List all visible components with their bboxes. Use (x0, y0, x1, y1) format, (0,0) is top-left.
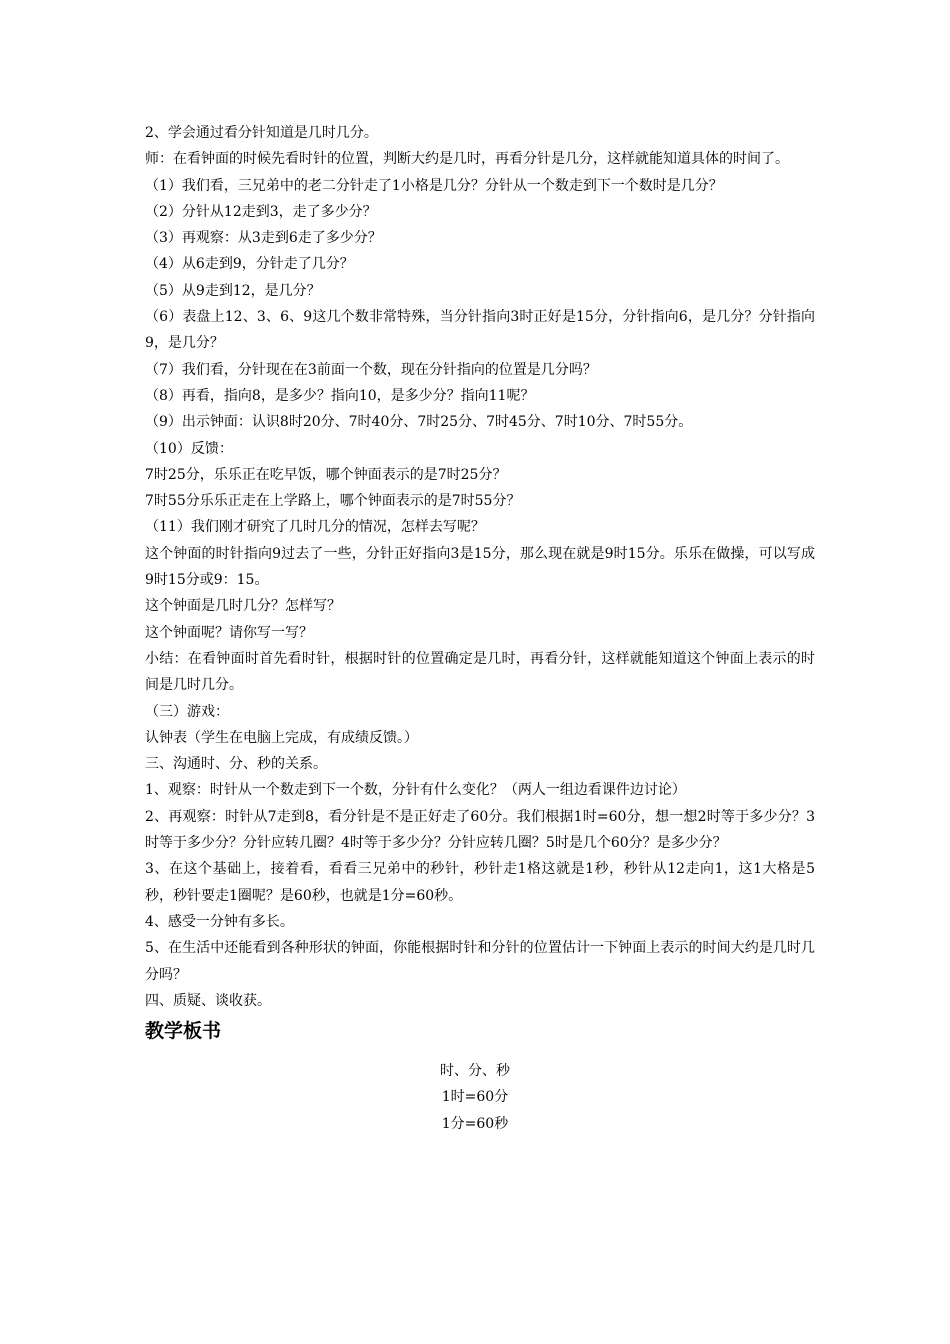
board-heading: 教学板书 (145, 1020, 222, 1043)
paragraph: （3）再观察：从3走到6走了多少分？ (145, 230, 382, 247)
paragraph: （2）分针从12走到3，走了多少分？ (145, 203, 377, 220)
paragraph: 2、学会通过看分针知道是几时几分。 (145, 125, 378, 141)
paragraph: 2、再观察：时针从7走到8，看分针是不是正好走了60分。我们根据1时=60分，想一想2时等于多少分？3时等于多少分？分针应转几圈？4时等于多少分？分针应转几圈？5时是几个60分？是多少分？ (145, 808, 815, 852)
board-content (145, 1058, 805, 1137)
paragraph: 5、在生活中还能看到各种形状的钟面，你能根据时针和分针的位置估计一下钟面上表示的时间大约是几时几分吗？ (145, 940, 815, 983)
paragraph: （5）从9走到12，是几分？ (145, 282, 321, 299)
paragraph: 四、质疑、谈收获。 (145, 992, 271, 1009)
paragraph: （9）出示钟面：认识8时20分、7时40分、7时25分、7时45分、7时10分、7时55分。 (145, 414, 693, 431)
paragraph: 这个钟面是几时几分？怎样写？ (145, 598, 341, 615)
board-line: 1分=60秒 (441, 1115, 509, 1132)
paragraph: （三）游戏： (145, 703, 229, 720)
paragraph: （4）从6走到9，分针走了几分？ (145, 256, 354, 273)
paragraph: 4、感受一分钟有多长。 (145, 913, 294, 930)
paragraph: 这个钟面呢？请你写一写？ (145, 624, 313, 641)
paragraph: 小结：在看钟面时首先看时针，根据时针的位置确定是几时，再看分针，这样就能知道这个钟面上表示的时间是几时几分。 (145, 650, 815, 694)
paragraph: 这个钟面的时针指向9过去了一些，分针正好指向3是15分，那么现在就是9时15分。乐乐在做操，可以写成9时15分或9：15。 (145, 545, 815, 589)
document-body (145, 120, 815, 1137)
paragraph: 3、在这个基础上，接着看，看看三兄弟中的秒针，秒针走1格这就是1秒，秒针从12走向1，这1大格是5秒，秒针要走1圈呢？是60秒，也就是1分=60秒。 (145, 861, 815, 904)
paragraph: 三、沟通时、分、秒的关系。 (145, 756, 327, 773)
paragraph: （1）我们看，三兄弟中的老二分针走了1小格是几分？分针从一个数走到下一个数时是几分？ (145, 177, 723, 194)
paragraph: 认钟表（学生在电脑上完成，有成绩反馈。） (145, 729, 418, 746)
paragraph: 师：在看钟面的时候先看时针的位置，判断大约是几时，再看分针是几分，这样就能知道具体的时间了。 (145, 151, 789, 168)
paragraph: （7）我们看，分针现在在3前面一个数，现在分针指向的位置是几分吗？ (145, 361, 597, 378)
paragraph: 1、观察：时针从一个数走到下一个数，分针有什么变化？（两人一组边看课件边讨论） (145, 782, 686, 799)
paragraph: （10）反馈： (145, 440, 233, 457)
board-line: 1时=60分 (441, 1089, 509, 1106)
paragraph: 7时25分，乐乐正在吃早饭，哪个钟面表示的是7时25分？ (145, 466, 507, 483)
board-line: 时、分、秒 (440, 1063, 510, 1080)
paragraph: （11）我们刚才研究了几时几分的情况，怎样去写呢？ (145, 519, 485, 536)
paragraph: （6）表盘上12、3、6、9这几个数非常特殊，当分针指向3时正好是15分，分针指向6，是几分？分针指向9，是几分？ (145, 309, 815, 352)
paragraph: （8）再看，指向8，是多少？指向10，是多少分？指向11呢？ (145, 387, 535, 404)
paragraph: 7时55分乐乐正走在上学路上，哪个钟面表示的是7时55分？ (145, 493, 521, 510)
